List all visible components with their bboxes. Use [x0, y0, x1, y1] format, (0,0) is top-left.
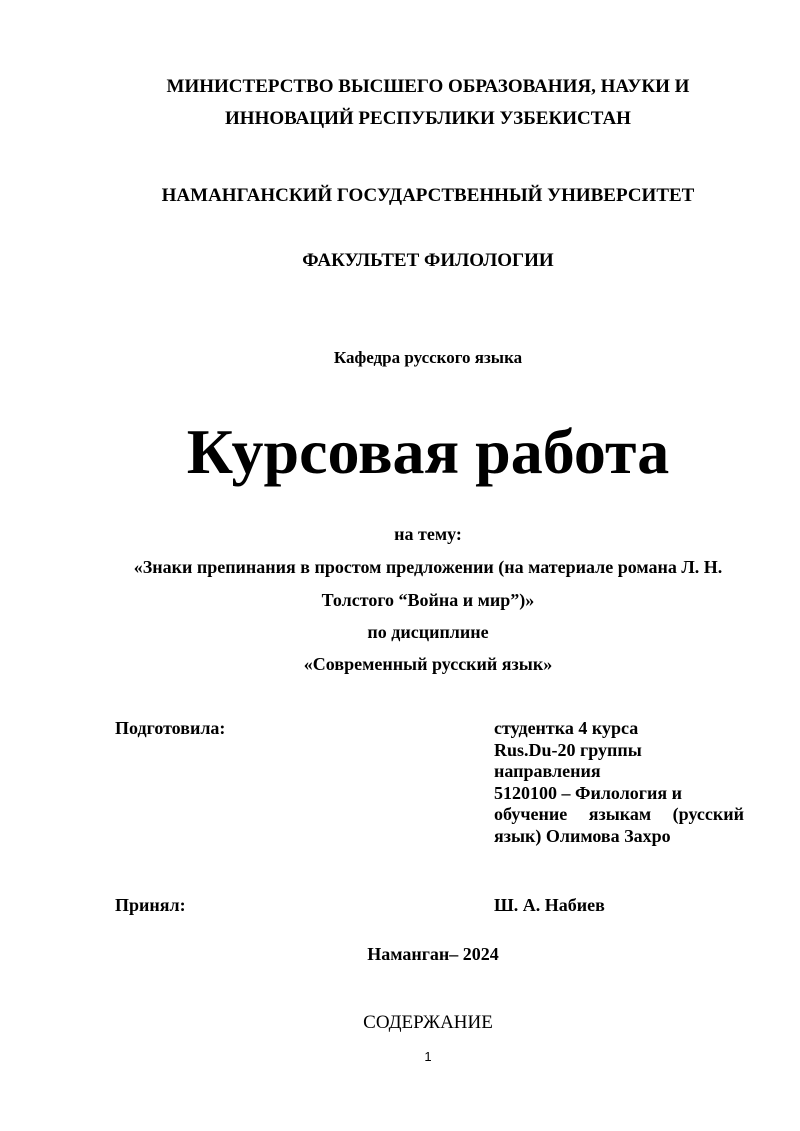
discipline-name: «Современный русский язык» — [303, 654, 553, 674]
author-label: Подготовила: — [115, 718, 226, 738]
contents-heading: СОДЕРЖАНИЕ — [363, 1012, 493, 1033]
ministry-line-2: ИННОВАЦИЙ РЕСПУБЛИКИ УЗБЕКИСТАН — [225, 108, 631, 129]
author-line-4: 5120100 – Филология и — [494, 782, 682, 803]
author-details — [494, 718, 744, 848]
page-number: 1 — [424, 1049, 432, 1064]
author-line-3: направления — [494, 761, 601, 782]
topic-intro: на тему: — [394, 524, 462, 544]
topic-line-1: «Знаки препинания в простом предложении (на материале романа Л. Н. — [133, 557, 723, 577]
document-title: Курсовая работа — [186, 416, 670, 487]
discipline-intro: по дисциплине — [367, 622, 489, 642]
university-name: НАМАНГАНСКИЙ ГОСУДАРСТВЕННЫЙ УНИВЕРСИТЕТ — [161, 185, 695, 206]
author-line-6: язык) Олимова Захро — [494, 825, 671, 846]
faculty-name: ФАКУЛЬТЕТ ФИЛОЛОГИИ — [302, 250, 554, 271]
topic-line-2: Толстого “Война и мир”)» — [321, 590, 535, 610]
city-year: Наманган– 2024 — [367, 944, 499, 964]
reviewer-label: Принял: — [115, 895, 186, 915]
author-line-2: Rus.Du-20 группы — [494, 739, 642, 760]
author-line-5: обучение языкам (русский — [494, 804, 744, 825]
department-name: Кафедра русского языка — [333, 348, 523, 367]
reviewer-name: Ш. А. Набиев — [494, 895, 605, 915]
ministry-line-1: МИНИСТЕРСТВО ВЫСШЕГО ОБРАЗОВАНИЯ, НАУКИ И — [166, 76, 690, 97]
author-line-1: студентка 4 курса — [494, 718, 639, 738]
